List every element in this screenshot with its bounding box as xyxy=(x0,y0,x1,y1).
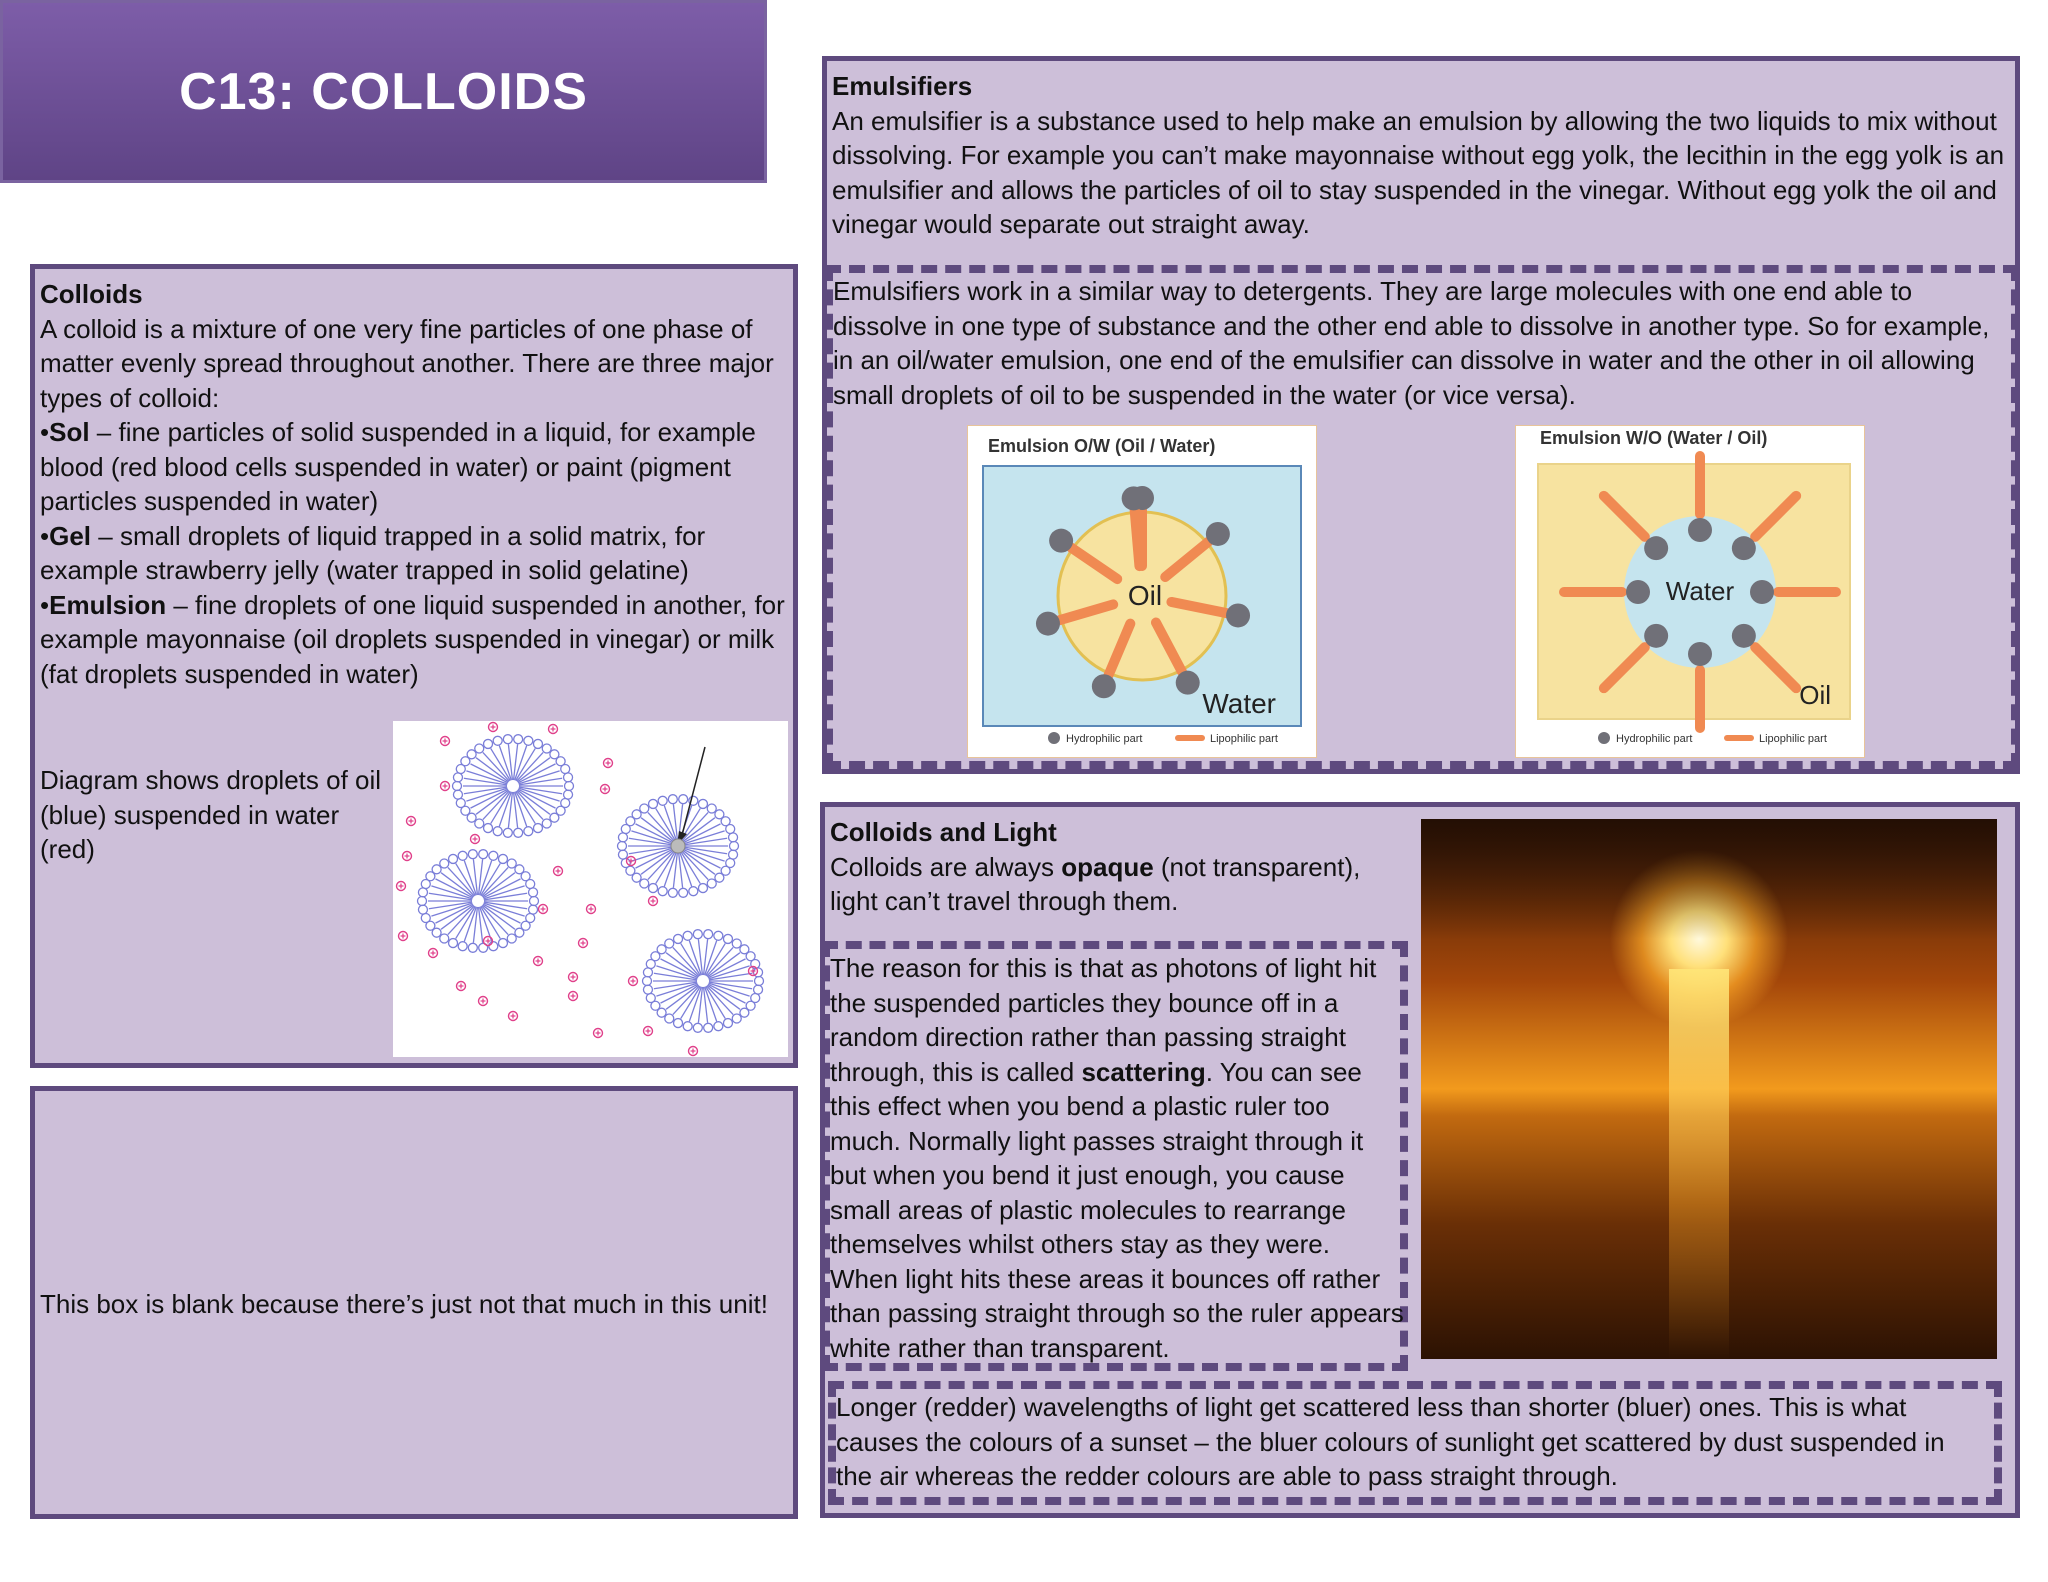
ow-outer-label: Water xyxy=(1202,688,1276,719)
wo-legend-lipophilic-icon xyxy=(1724,735,1754,741)
light-intro: Colloids are always opaque (not transparent), light can’t travel through them. xyxy=(830,851,1361,916)
wo-legend-hydrophilic: Hydrophilic part xyxy=(1616,733,1693,745)
emulsifiers-para1-block xyxy=(832,69,2017,242)
micelle-diagram xyxy=(393,721,788,1057)
ow-legend-hydrophilic-icon xyxy=(1048,732,1060,744)
light-panel xyxy=(820,802,2020,1518)
light-heading: Colloids and Light xyxy=(830,817,1057,847)
light-reason-dashed-box xyxy=(822,941,1408,1371)
colloids-panel xyxy=(30,264,798,1068)
colloids-text xyxy=(40,277,795,691)
colloid-item-sol: •Sol – fine particles of solid suspended in a liquid, for example blood (red blood cells suspended in water) or paint (pigment particles suspended in water) xyxy=(40,417,756,516)
blank-box-text: This box is blank because there’s just not that much in this unit! xyxy=(40,1289,768,1319)
wo-inner-label: Water xyxy=(1665,576,1735,606)
wo-legend-lipophilic: Lipophilic part xyxy=(1759,733,1827,745)
oil-micelle xyxy=(453,735,574,838)
light-intro-block xyxy=(830,815,1390,919)
sun-reflection xyxy=(1669,969,1729,1359)
oil-micelle xyxy=(643,930,764,1033)
ow-legend-lipophilic: Lipophilic part xyxy=(1210,733,1278,745)
clouds xyxy=(1421,819,1997,939)
wo-title: Emulsion W/O (Water / Oil) xyxy=(1540,428,1768,448)
emulsion-wo-figure xyxy=(1515,425,1865,758)
emulsifiers-para1: An emulsifier is a substance used to help make an emulsion by allowing the two liquids to mix without dissolving. For example you can’t make mayonnaise without egg yolk, the lecithin in the egg yolk is an emulsifier and allows the particles of oil to stay suspended in the vinegar. Without egg yolk the oil and vinegar would separate out straight away. xyxy=(832,105,2005,239)
wo-outer-label: Oil xyxy=(1799,680,1831,710)
sunset-photo xyxy=(1421,819,1997,1359)
colloids-intro: A colloid is a mixture of one very fine particles of one phase of matter evenly spread throughout another. There are three major types of colloid: xyxy=(40,313,774,413)
wo-legend-hydrophilic-icon xyxy=(1598,732,1610,744)
blank-panel xyxy=(30,1086,798,1519)
title-banner xyxy=(0,0,767,183)
sunset-dashed-box xyxy=(828,1381,2002,1505)
emulsion-ow-figure xyxy=(967,425,1317,758)
page-title: C13: COLLOIDS xyxy=(179,62,588,121)
colloid-item-emulsion: •Emulsion – fine droplets of one liquid suspended in another, for example mayonnaise (oil droplets suspended in vinegar) or milk (fat droplets suspended in water) xyxy=(40,589,785,689)
light-sunset: Longer (redder) wavelengths of light get scattered less than shorter (bluer) ones. This is what causes the colours of a sunset – the bluer colours of sunlight get scattered by dust suspended in the air whereas the redder colours are able to pass straight through. xyxy=(836,1392,1945,1491)
ow-title: Emulsion O/W (Oil / Water) xyxy=(988,436,1216,456)
diagram-caption: Diagram shows droplets of oil (blue) suspended in water (red) xyxy=(40,765,382,864)
emulsifiers-panel xyxy=(822,56,2020,774)
emulsifiers-para2: Emulsifiers work in a similar way to detergents. They are large molecules with one end able to dissolve in one type of substance and the other end able to dissolve in another type. So for example, in an oil/water emulsion, one end of the emulsifier can dissolve in water and the other in oil allowing small droplets of oil to be suspended in the water (or vice versa). xyxy=(833,276,1990,410)
light-reason: The reason for this is that as photons of light hit the suspended particles they bounce off in a random direction rather than passing straight through, this is called scattering. You can see this effect when you bend a plastic ruler too much. Normally light passes straight through it but when you bend it just enough, you cause small areas of plastic molecules to rearrange themselves whilst others stay as they were. When light hits these areas it bounces off rather than passing straight through so the ruler appears white rather than transparent. xyxy=(830,953,1404,1363)
emulsifiers-heading: Emulsifiers xyxy=(832,71,973,101)
water-ions xyxy=(397,723,758,1056)
oil-micelle xyxy=(418,850,539,953)
ow-inner-label: Oil xyxy=(1127,580,1163,611)
colloids-heading: Colloids xyxy=(40,279,143,309)
ow-legend-lipophilic-icon xyxy=(1175,735,1205,741)
ow-legend-hydrophilic: Hydrophilic part xyxy=(1066,733,1143,745)
colloid-item-gel: •Gel – small droplets of liquid trapped in a solid matrix, for example strawberry jelly (water trapped in solid gelatine) xyxy=(40,520,706,585)
